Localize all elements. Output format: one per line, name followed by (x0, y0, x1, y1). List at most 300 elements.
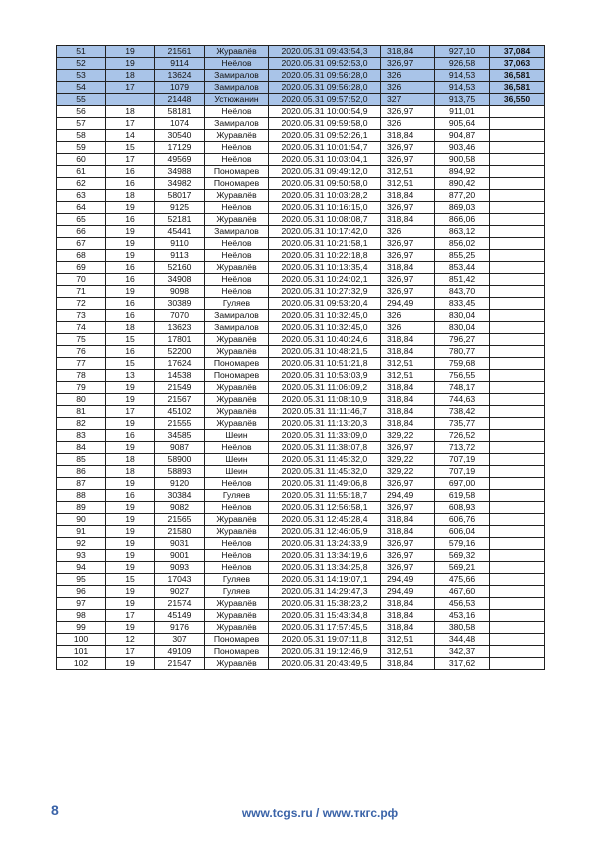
table-cell: 78 (57, 370, 106, 382)
table-cell (490, 454, 545, 466)
table-cell: 2020.05.31 10:48:21,5 (269, 346, 381, 358)
table-cell: 74 (57, 322, 106, 334)
table-cell: 738,42 (435, 406, 490, 418)
table-row (57, 58, 545, 70)
table-cell: 85 (57, 454, 106, 466)
table-row (57, 502, 545, 514)
table-row (57, 490, 545, 502)
table-cell: 18 (106, 466, 155, 478)
table-cell (490, 106, 545, 118)
table-cell: Пономарев (205, 178, 269, 190)
table-cell: 19 (106, 238, 155, 250)
table-row (57, 514, 545, 526)
table-cell: 16 (106, 274, 155, 286)
table-cell: 13624 (155, 70, 205, 82)
table-cell: 329,22 (381, 466, 435, 478)
table-cell: Журавлёв (205, 406, 269, 418)
table-cell: 2020.05.31 15:43:34,8 (269, 610, 381, 622)
table-cell: 18 (106, 322, 155, 334)
table-row (57, 370, 545, 382)
table-cell: Пономарев (205, 166, 269, 178)
table-cell: 34585 (155, 430, 205, 442)
table-cell (490, 118, 545, 130)
table-cell: 707,19 (435, 454, 490, 466)
table-cell: 75 (57, 334, 106, 346)
table-row (57, 142, 545, 154)
table-cell: 17043 (155, 574, 205, 586)
table-cell: 15 (106, 334, 155, 346)
table-cell (490, 634, 545, 646)
table-row (57, 250, 545, 262)
table-row (57, 550, 545, 562)
table-cell: 2020.05.31 11:06:09,2 (269, 382, 381, 394)
table-cell (490, 430, 545, 442)
table-cell: 2020.05.31 20:43:49,5 (269, 658, 381, 670)
table-cell: 16 (106, 298, 155, 310)
table-row (57, 46, 545, 58)
table-cell: 21547 (155, 658, 205, 670)
table-row (57, 538, 545, 550)
table-cell (490, 478, 545, 490)
table-row (57, 358, 545, 370)
table-cell (490, 586, 545, 598)
table-cell: Замиралов (205, 70, 269, 82)
table-cell: 318,84 (381, 130, 435, 142)
table-cell (490, 214, 545, 226)
table-cell: 9098 (155, 286, 205, 298)
table-cell: 17129 (155, 142, 205, 154)
table-cell: 55 (57, 94, 106, 106)
table-cell: 14 (106, 130, 155, 142)
table-cell: 57 (57, 118, 106, 130)
table-row (57, 610, 545, 622)
table-cell: Неёлов (205, 250, 269, 262)
table-cell: 90 (57, 514, 106, 526)
table-row (57, 442, 545, 454)
table-cell: Неёлов (205, 442, 269, 454)
table-cell (490, 190, 545, 202)
table-cell: Журавлёв (205, 382, 269, 394)
table-cell (490, 538, 545, 550)
table-cell: 49569 (155, 154, 205, 166)
table-row (57, 226, 545, 238)
table-cell (490, 154, 545, 166)
table-cell: 19 (106, 586, 155, 598)
table-cell: 903,46 (435, 142, 490, 154)
table-cell: 36,581 (490, 70, 545, 82)
table-cell (490, 514, 545, 526)
table-cell: 2020.05.31 13:24:33,9 (269, 538, 381, 550)
table-cell: 318,84 (381, 658, 435, 670)
table-cell: 9113 (155, 250, 205, 262)
table-cell: 95 (57, 574, 106, 586)
table-cell: 17 (106, 82, 155, 94)
table-cell: Пономарев (205, 358, 269, 370)
table-cell: 2020.05.31 09:57:52,0 (269, 94, 381, 106)
table-cell: 45149 (155, 610, 205, 622)
table-cell: 2020.05.31 12:56:58,1 (269, 502, 381, 514)
table-row (57, 130, 545, 142)
table-cell: 16 (106, 214, 155, 226)
table-cell: 30389 (155, 298, 205, 310)
table-cell: 82 (57, 418, 106, 430)
table-cell: Неёлов (205, 202, 269, 214)
table-cell: 342,37 (435, 646, 490, 658)
table-cell: 91 (57, 526, 106, 538)
table-cell: 2020.05.31 09:53:20,4 (269, 298, 381, 310)
table-row (57, 334, 545, 346)
table-cell: 34982 (155, 178, 205, 190)
table-cell: 79 (57, 382, 106, 394)
table-cell: 606,04 (435, 526, 490, 538)
table-cell: 326 (381, 226, 435, 238)
footer-links-text[interactable]: www.tcgs.ru / www.ткгс.рф (241, 806, 399, 820)
results-table (56, 45, 545, 670)
table-cell: 2020.05.31 10:03:28,2 (269, 190, 381, 202)
table-cell: 318,84 (381, 394, 435, 406)
table-cell: 759,68 (435, 358, 490, 370)
table-row (57, 94, 545, 106)
table-row (57, 106, 545, 118)
table-cell: 21567 (155, 394, 205, 406)
table-cell: 94 (57, 562, 106, 574)
table-cell (490, 370, 545, 382)
table-row (57, 622, 545, 634)
table-row (57, 598, 545, 610)
table-cell: 36,550 (490, 94, 545, 106)
table-cell: 905,64 (435, 118, 490, 130)
table-cell: 69 (57, 262, 106, 274)
table-cell: 16 (106, 262, 155, 274)
table-cell: 294,49 (381, 490, 435, 502)
table-cell: 19 (106, 250, 155, 262)
table-cell: 2020.05.31 13:34:25,8 (269, 562, 381, 574)
table-cell (490, 574, 545, 586)
table-cell: 866,06 (435, 214, 490, 226)
table-cell (490, 526, 545, 538)
table-cell: 2020.05.31 11:45:32,0 (269, 466, 381, 478)
table-cell: 312,51 (381, 358, 435, 370)
table-cell: 72 (57, 298, 106, 310)
table-cell: 2020.05.31 17:57:45,5 (269, 622, 381, 634)
table-cell: 73 (57, 310, 106, 322)
table-cell: Журавлёв (205, 346, 269, 358)
table-row (57, 178, 545, 190)
table-cell: 380,58 (435, 622, 490, 634)
table-cell: 19 (106, 442, 155, 454)
table-cell: 53 (57, 70, 106, 82)
table-cell: 326,97 (381, 286, 435, 298)
table-cell: 9027 (155, 586, 205, 598)
table-cell: 30384 (155, 490, 205, 502)
table-cell: 16 (106, 346, 155, 358)
table-row (57, 562, 545, 574)
table-cell: 9031 (155, 538, 205, 550)
table-cell: 17 (106, 646, 155, 658)
table-cell: Журавлёв (205, 610, 269, 622)
table-cell (106, 94, 155, 106)
table-cell: 45102 (155, 406, 205, 418)
table-cell: 856,02 (435, 238, 490, 250)
table-cell (490, 418, 545, 430)
table-row (57, 646, 545, 658)
table-cell: 2020.05.31 11:49:06,8 (269, 478, 381, 490)
table-cell: 853,44 (435, 262, 490, 274)
table-cell (490, 610, 545, 622)
table-cell: 2020.05.31 10:08:08,7 (269, 214, 381, 226)
table-cell: 89 (57, 502, 106, 514)
table-cell (490, 250, 545, 262)
table-cell: 21549 (155, 382, 205, 394)
table-row (57, 634, 545, 646)
table-cell: 19 (106, 202, 155, 214)
table-cell: 21448 (155, 94, 205, 106)
table-cell: 318,84 (381, 262, 435, 274)
table-cell: 98 (57, 610, 106, 622)
table-cell: 2020.05.31 09:56:28,0 (269, 70, 381, 82)
table-cell: 102 (57, 658, 106, 670)
table-cell: 312,51 (381, 646, 435, 658)
table-row (57, 430, 545, 442)
table-cell: 56 (57, 106, 106, 118)
table-cell: 2020.05.31 10:01:54,7 (269, 142, 381, 154)
table-cell: 58 (57, 130, 106, 142)
table-row (57, 466, 545, 478)
table-cell: 21561 (155, 46, 205, 58)
table-cell: 16 (106, 166, 155, 178)
table-cell: 18 (106, 454, 155, 466)
table-cell: 30540 (155, 130, 205, 142)
table-cell: 2020.05.31 10:32:45,0 (269, 322, 381, 334)
table-cell: 748,17 (435, 382, 490, 394)
table-cell: 707,19 (435, 466, 490, 478)
table-cell (490, 502, 545, 514)
table-cell (490, 466, 545, 478)
table-cell: 15 (106, 574, 155, 586)
table-cell: 59 (57, 142, 106, 154)
table-cell: 19 (106, 382, 155, 394)
table-cell: 2020.05.31 14:19:07,1 (269, 574, 381, 586)
table-cell (490, 226, 545, 238)
table-cell: 780,77 (435, 346, 490, 358)
table-cell: 326,97 (381, 274, 435, 286)
table-cell: 344,48 (435, 634, 490, 646)
table-cell: 329,22 (381, 454, 435, 466)
table-cell: 2020.05.31 12:45:28,4 (269, 514, 381, 526)
table-cell (490, 334, 545, 346)
table-cell: 830,04 (435, 322, 490, 334)
table-cell: 312,51 (381, 166, 435, 178)
table-cell: 863,12 (435, 226, 490, 238)
table-cell: 93 (57, 550, 106, 562)
table-cell: 58181 (155, 106, 205, 118)
table-cell: 52 (57, 58, 106, 70)
table-cell: 294,49 (381, 298, 435, 310)
table-cell: Замиралов (205, 322, 269, 334)
table-cell: 34988 (155, 166, 205, 178)
table-cell: 318,84 (381, 382, 435, 394)
table-cell: 19 (106, 538, 155, 550)
table-cell: 68 (57, 250, 106, 262)
table-cell: Гуляев (205, 490, 269, 502)
table-cell: 84 (57, 442, 106, 454)
table-row (57, 82, 545, 94)
table-cell: 19 (106, 418, 155, 430)
table-cell: 15 (106, 358, 155, 370)
table-cell: 19 (106, 394, 155, 406)
table-cell: 911,01 (435, 106, 490, 118)
table-cell: 475,66 (435, 574, 490, 586)
table-cell: Неёлов (205, 478, 269, 490)
table-cell: Журавлёв (205, 262, 269, 274)
table-cell: 67 (57, 238, 106, 250)
table-cell: 87 (57, 478, 106, 490)
table-cell: Замиралов (205, 118, 269, 130)
table-cell: 619,58 (435, 490, 490, 502)
table-cell: Журавлёв (205, 190, 269, 202)
table-cell: 19 (106, 550, 155, 562)
table-cell: 843,70 (435, 286, 490, 298)
table-cell: Журавлёв (205, 130, 269, 142)
table-cell: Шеин (205, 454, 269, 466)
table-cell: 326,97 (381, 154, 435, 166)
table-cell: 318,84 (381, 46, 435, 58)
table-cell: 608,93 (435, 502, 490, 514)
table-cell: 2020.05.31 11:38:07,8 (269, 442, 381, 454)
table-cell: 21565 (155, 514, 205, 526)
table-cell: 318,84 (381, 610, 435, 622)
table-cell: Журавлёв (205, 658, 269, 670)
table-cell: 326,97 (381, 550, 435, 562)
table-cell: 19 (106, 562, 155, 574)
table-cell: 19 (106, 514, 155, 526)
table-cell: 326,97 (381, 58, 435, 70)
table-cell (490, 622, 545, 634)
table-cell: 326,97 (381, 238, 435, 250)
table-cell: 18 (106, 190, 155, 202)
table-cell: 2020.05.31 09:52:26,1 (269, 130, 381, 142)
table-cell: 2020.05.31 14:29:47,3 (269, 586, 381, 598)
table-cell: 15 (106, 142, 155, 154)
table-cell: 326 (381, 82, 435, 94)
table-cell: Неёлов (205, 274, 269, 286)
table-cell: 16 (106, 310, 155, 322)
table-cell: 318,84 (381, 622, 435, 634)
table-cell: 92 (57, 538, 106, 550)
table-row (57, 478, 545, 490)
table-cell: 9176 (155, 622, 205, 634)
table-cell: 877,20 (435, 190, 490, 202)
table-cell: 54 (57, 82, 106, 94)
table-cell: 318,84 (381, 406, 435, 418)
table-cell: 52200 (155, 346, 205, 358)
table-cell: Пономарев (205, 634, 269, 646)
table-cell: 96 (57, 586, 106, 598)
table-row (57, 118, 545, 130)
table-cell: 869,03 (435, 202, 490, 214)
table-cell: 2020.05.31 15:38:23,2 (269, 598, 381, 610)
table-cell: 326,97 (381, 502, 435, 514)
table-cell: 16 (106, 430, 155, 442)
table-cell: 17624 (155, 358, 205, 370)
table-cell: 34908 (155, 274, 205, 286)
table-cell: Гуляев (205, 298, 269, 310)
table-cell: 19 (106, 502, 155, 514)
table-cell: 60 (57, 154, 106, 166)
table-cell: Журавлёв (205, 514, 269, 526)
table-row (57, 190, 545, 202)
table-cell: 2020.05.31 11:11:46,7 (269, 406, 381, 418)
table-cell: 318,84 (381, 526, 435, 538)
table-cell (490, 286, 545, 298)
table-cell: 9093 (155, 562, 205, 574)
table-cell: Неёлов (205, 538, 269, 550)
table-cell: 86 (57, 466, 106, 478)
table-cell: 17801 (155, 334, 205, 346)
table-cell: Замиралов (205, 82, 269, 94)
table-cell: 19 (106, 526, 155, 538)
table-row (57, 526, 545, 538)
table-row (57, 346, 545, 358)
table-cell: 2020.05.31 09:52:53,0 (269, 58, 381, 70)
table-cell: 318,84 (381, 214, 435, 226)
table-cell: 326,97 (381, 142, 435, 154)
table-cell: 9110 (155, 238, 205, 250)
table-row (57, 658, 545, 670)
table-cell: 606,76 (435, 514, 490, 526)
table-cell: 2020.05.31 11:13:20,3 (269, 418, 381, 430)
table-cell: Неёлов (205, 106, 269, 118)
table-cell: 88 (57, 490, 106, 502)
table-row (57, 394, 545, 406)
table-cell: 326 (381, 322, 435, 334)
table-cell: 2020.05.31 11:33:09,0 (269, 430, 381, 442)
table-cell: 16 (106, 178, 155, 190)
table-row (57, 154, 545, 166)
table-cell: 326 (381, 118, 435, 130)
table-cell: 21555 (155, 418, 205, 430)
table-cell: 914,53 (435, 82, 490, 94)
table-cell: 17 (106, 154, 155, 166)
table-cell: 9125 (155, 202, 205, 214)
table-cell: 18 (106, 106, 155, 118)
table-cell: Журавлёв (205, 394, 269, 406)
footer-links[interactable] (0, 806, 600, 820)
table-cell: 2020.05.31 10:13:35,4 (269, 262, 381, 274)
table-row (57, 238, 545, 250)
table-cell (490, 646, 545, 658)
table-row (57, 322, 545, 334)
table-cell: 744,63 (435, 394, 490, 406)
table-cell: Устюжанин (205, 94, 269, 106)
table-cell: Неёлов (205, 58, 269, 70)
table-cell: 64 (57, 202, 106, 214)
table-cell: Журавлёв (205, 334, 269, 346)
table-cell: 327 (381, 94, 435, 106)
table-cell: 13 (106, 370, 155, 382)
table-cell: 9087 (155, 442, 205, 454)
table-cell: 317,62 (435, 658, 490, 670)
table-cell: 16 (106, 490, 155, 502)
table-cell: 467,60 (435, 586, 490, 598)
table-cell (490, 130, 545, 142)
table-row (57, 298, 545, 310)
table-cell: 2020.05.31 19:12:46,9 (269, 646, 381, 658)
table-cell: 2020.05.31 09:50:58,0 (269, 178, 381, 190)
results-table-body (57, 46, 545, 670)
table-cell (490, 406, 545, 418)
table-cell: 926,58 (435, 58, 490, 70)
